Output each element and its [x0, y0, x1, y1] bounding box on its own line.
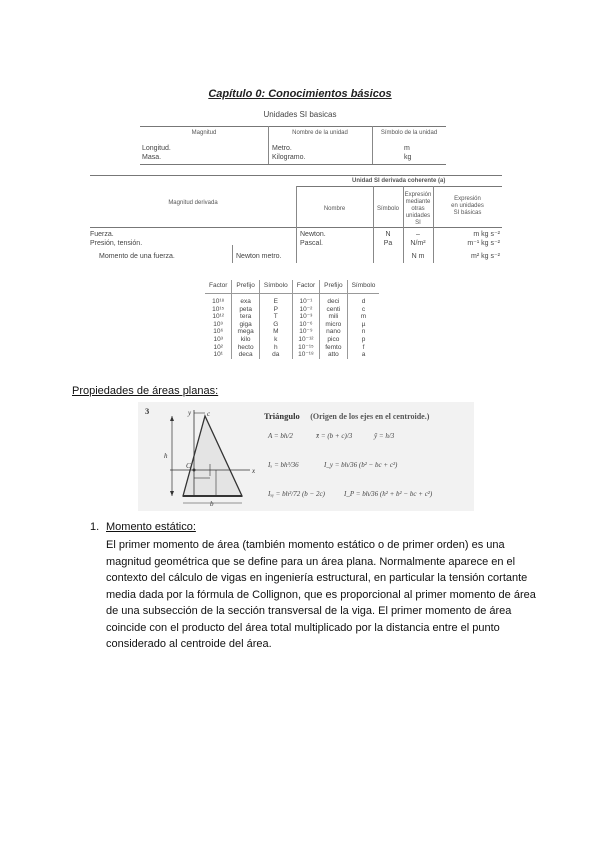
table-cell: m — [404, 145, 410, 152]
table-row — [205, 328, 379, 336]
table-cell: 10⁹ — [213, 320, 224, 328]
table-cell: deci — [320, 294, 347, 306]
table-divider — [296, 186, 297, 263]
column-header — [403, 192, 433, 227]
table-cell: a — [347, 351, 379, 359]
table-rule — [140, 164, 446, 165]
table-cell: 10⁶ — [213, 328, 224, 336]
column-header: Nombre — [323, 206, 346, 212]
triangle-shape — [183, 416, 242, 496]
h-label: h — [164, 452, 168, 460]
column-header: Símbolo de la unidad — [380, 130, 438, 136]
list-item-title: Momento estático: — [106, 521, 196, 533]
table-row — [205, 336, 379, 344]
table-cell: kg — [404, 154, 412, 161]
column-header: Símbolo — [259, 280, 292, 294]
table-cell: Momento de una fuerza. — [99, 253, 175, 260]
table-cell: peta — [232, 306, 259, 314]
figure-header — [264, 406, 429, 424]
table-cell: Fuerza. — [90, 231, 114, 238]
header-line: en unidades — [451, 203, 484, 209]
table-cell: E — [259, 294, 292, 306]
table-cell: 10² — [213, 343, 223, 351]
table-cell: hecto — [232, 344, 259, 352]
table-cell: Presión, tensión. — [90, 240, 143, 247]
header-line: Expresión — [454, 196, 481, 202]
group-header: Unidad SI derivada coherente (a) — [352, 178, 446, 184]
table-cell: µ — [347, 321, 379, 329]
equation-area: A = bh/2 — [268, 432, 293, 440]
table-cell: 10⁻⁶ — [292, 321, 319, 329]
table-cell: kilo — [232, 336, 259, 344]
header-line: otras — [411, 206, 425, 212]
equation-iy: I_y = bh/36 (b² − bc + c²) — [324, 461, 398, 469]
centroid-label: C — [186, 462, 191, 470]
column-header: Prefijo — [232, 280, 259, 294]
x-axis-label: x — [252, 467, 256, 475]
table-cell: Kilogramo. — [272, 154, 306, 161]
table-cell: T — [259, 313, 292, 321]
table-rule — [140, 126, 446, 127]
table-cell: pico — [320, 336, 347, 344]
table-cell: deca — [232, 351, 259, 359]
table-cell: Newton metro. — [236, 253, 282, 260]
column-header: Nombre de la unidad — [292, 130, 348, 136]
column-header: Símbolo — [376, 206, 399, 212]
page-title: Capítulo 0: Conocimientos básicos — [208, 88, 392, 100]
table-cell: atto — [320, 351, 347, 359]
header-line: Expresión — [404, 192, 432, 198]
column-header: Símbolo — [347, 280, 379, 294]
table-cell: G — [259, 321, 292, 329]
table-row — [205, 321, 379, 329]
list-item-text: El primer momento de área (también momento estático o de primer orden) es una magnitud geométrica que se define para un área plana. Normalmente aparece en el contexto del cálculo de vigas en ingeniería estructural, en particular la tensión cortante media dada por la fórmula de Collignon, que es proporcional al primer momento de área de una subsección de la sección transversal de la viga. El primer momento de área coincide con el producto del área total multiplicado por la distancia entre el punto considerado al centroide del área. — [106, 539, 536, 650]
table-cell: mili — [320, 313, 347, 321]
table-header-row — [205, 280, 379, 294]
table-cell: femto — [320, 344, 347, 352]
column-header — [433, 196, 502, 217]
triangle-figure — [138, 402, 474, 511]
table-cell: Pa — [383, 240, 393, 247]
arrow-head — [170, 491, 174, 496]
table-divider — [232, 245, 233, 263]
table-row — [205, 306, 379, 314]
table-cell: 10⁻¹ — [292, 294, 319, 306]
table-cell: P — [259, 306, 292, 314]
table-cell: k — [259, 336, 292, 344]
table-cell: M — [259, 328, 292, 336]
column-header: Magnitud derivada — [168, 200, 218, 206]
column-header: Factor — [292, 280, 319, 294]
section-heading: Propiedades de áreas planas: — [72, 385, 219, 397]
table-cell: 10¹ — [213, 351, 223, 359]
equation-ixy: Iₓᵧ = bh²/72 (b − 2c) — [268, 490, 325, 498]
list-number: 1. — [90, 521, 100, 533]
table-cell: 10¹⁵ — [212, 305, 225, 313]
table-cell: exa — [232, 294, 259, 306]
table-cell: n — [347, 328, 379, 336]
c-label: c — [207, 410, 211, 418]
table-row — [205, 344, 379, 352]
table-cell: m⁻¹ kg s⁻² — [467, 240, 500, 247]
header-line: unidades SI — [405, 213, 431, 226]
table-cell: c — [347, 306, 379, 314]
header-line: SI básicas — [453, 210, 482, 216]
table-row — [205, 313, 379, 321]
triangle-diagram — [150, 406, 260, 506]
table-cell: 10¹² — [212, 313, 224, 321]
table-cell: f — [347, 344, 379, 352]
figure-number: 3 — [145, 406, 150, 416]
table-cell: centi — [320, 306, 347, 314]
table-cell: micro — [320, 321, 347, 329]
column-header: Prefijo — [320, 280, 347, 294]
table-cell: 10⁻¹⁸ — [292, 351, 319, 359]
column-header: Magnitud — [191, 130, 217, 136]
table-cell: 10⁻⁹ — [292, 328, 319, 336]
table-cell: 10⁻³ — [292, 313, 319, 321]
column-header: Factor — [205, 280, 232, 294]
table-cell: h — [259, 344, 292, 352]
table-row — [205, 351, 379, 359]
table-cell: mega — [232, 328, 259, 336]
table-cell: m — [347, 313, 379, 321]
table-cell: m kg s⁻² — [473, 231, 500, 238]
figure-subtitle: (Origen de los ejes en el centroide.) — [310, 412, 430, 421]
table-cell: Pascal. — [300, 240, 323, 247]
table-cell: 10⁻² — [292, 306, 319, 314]
table-row — [205, 294, 379, 306]
table-cell: m² kg s⁻² — [471, 253, 500, 260]
table-cell: giga — [232, 321, 259, 329]
equation-ix: Iₓ = bh³/36 — [268, 461, 299, 469]
y-axis-label: y — [188, 409, 192, 417]
figure-title: Triángulo — [264, 411, 300, 421]
table-cell: da — [259, 351, 292, 359]
table-rule — [296, 186, 502, 187]
table-cell: tera — [232, 313, 259, 321]
table-cell: p — [347, 336, 379, 344]
table-cell: Newton. — [300, 231, 326, 238]
table-cell: – — [416, 231, 420, 238]
equation-xbar: x̄ = (b + c)/3 — [316, 432, 353, 440]
table-cell: 10⁻¹⁵ — [292, 344, 319, 352]
table-cell: N/m² — [410, 240, 426, 247]
arrow-head — [170, 416, 174, 421]
table-rule — [90, 175, 502, 176]
table-cell: N m — [411, 253, 425, 260]
table-cell: Metro. — [272, 145, 292, 152]
table-cell: nano — [320, 328, 347, 336]
table-cell: 10¹⁸ — [212, 298, 225, 305]
table-cell: Longitud. — [142, 145, 171, 152]
table-cell: N — [385, 231, 391, 238]
equation-ybar: ȳ = h/3 — [374, 432, 395, 440]
header-line: mediante — [405, 199, 431, 205]
centroid-point — [193, 469, 196, 472]
b-label: b — [210, 500, 214, 506]
basic-units-caption: Unidades SI basicas — [263, 110, 337, 119]
table-cell: 10³ — [213, 335, 223, 343]
table-cell: d — [347, 294, 379, 306]
table-divider — [373, 186, 374, 263]
table-cell: 10⁻¹² — [292, 336, 319, 344]
equation-ip: I_P = bh/36 (h² + b² − bc + c²) — [344, 490, 433, 498]
table-cell: Masa. — [142, 154, 162, 161]
prefix-table — [205, 280, 379, 359]
